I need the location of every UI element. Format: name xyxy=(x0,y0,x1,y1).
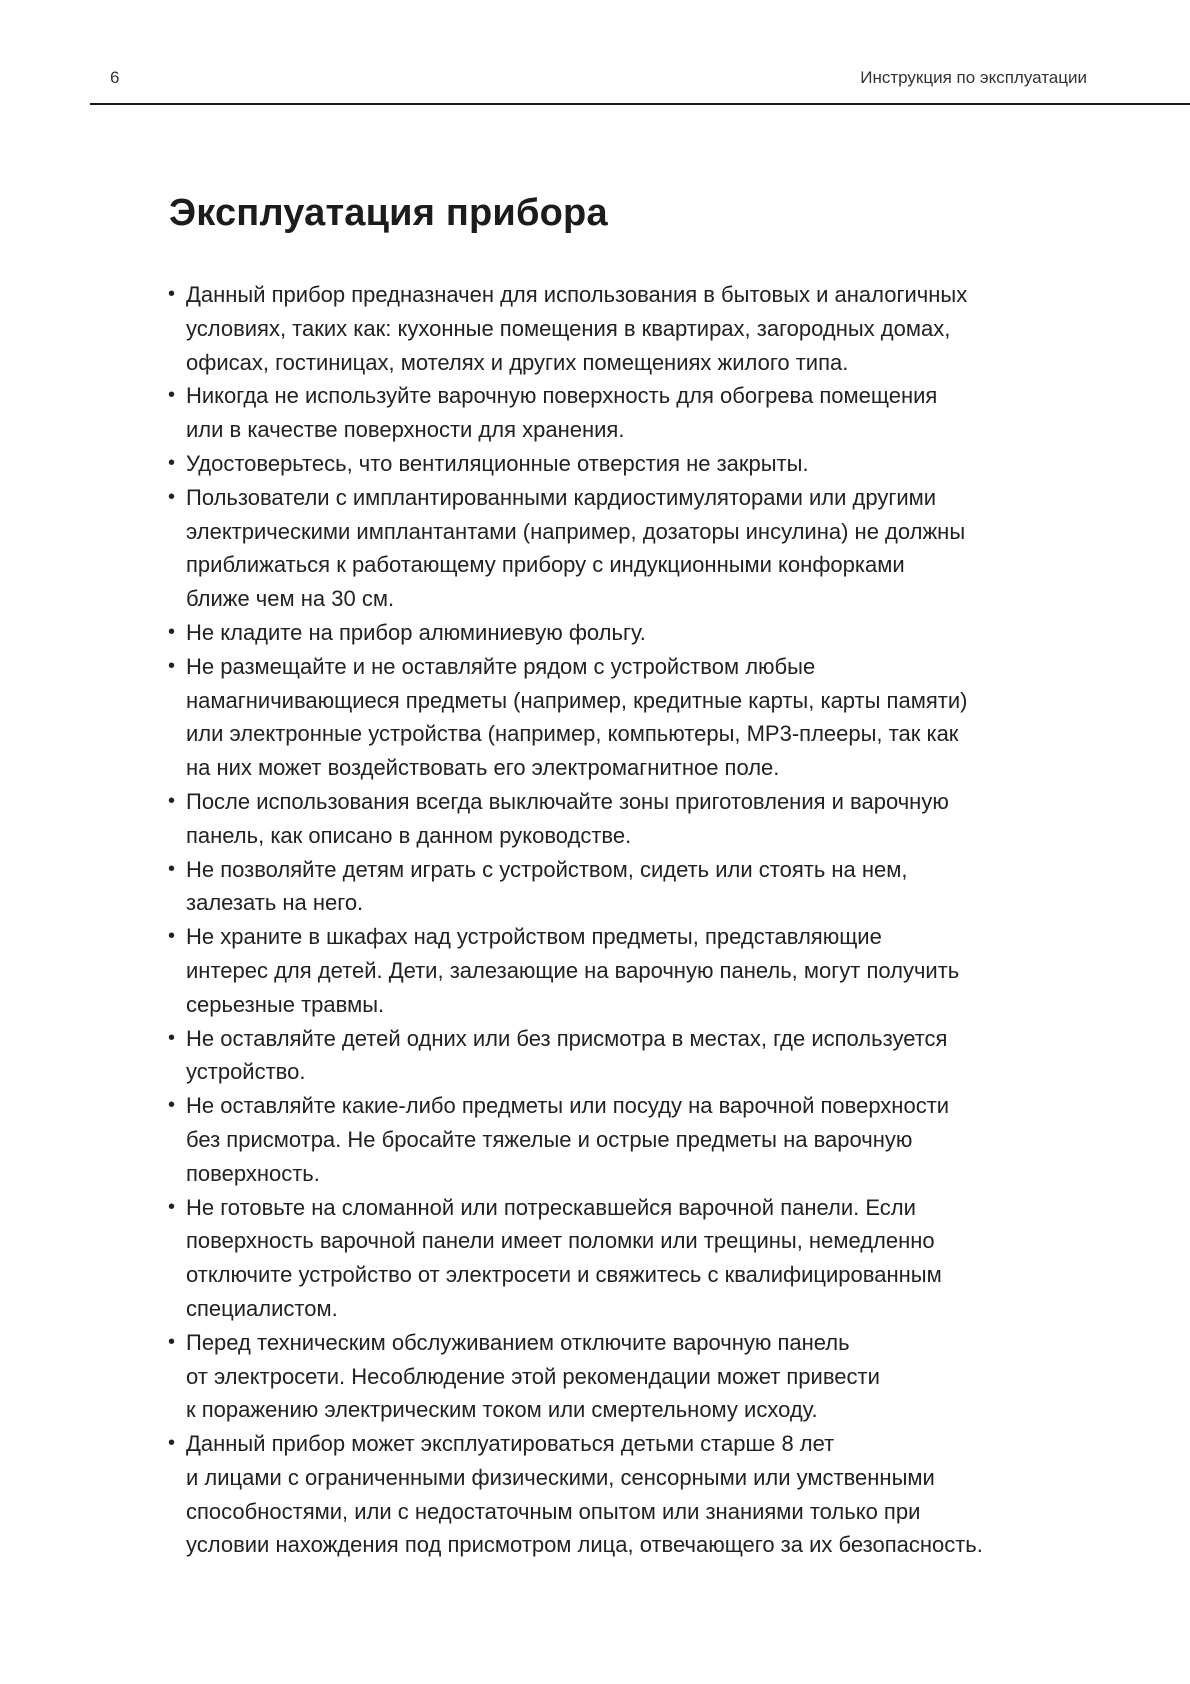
bullet-icon: • xyxy=(168,1026,176,1049)
list-item-text-line: серьезные травмы. xyxy=(186,991,385,1017)
list-item-text-line: Не позволяйте детям играть с устройством, сидеть или стоять на нем, xyxy=(186,856,908,882)
list-item-text-line: и лицами с ограниченными физическими, сенсорными или умственными xyxy=(186,1464,935,1490)
list-item-text-line: Пользователи с имплантированными кардиостимуляторами или другими xyxy=(186,484,937,510)
list-item-text-line: условии нахождения под присмотром лица, отвечающего за их безопасность. xyxy=(186,1532,983,1558)
list-item-text-line: специалистом. xyxy=(186,1295,338,1321)
list-item-text-line: приближаться к работающему прибору с индукционными конфорками xyxy=(186,552,905,578)
page-number: 6 xyxy=(110,68,120,87)
section-title: Эксплуатация прибора xyxy=(169,192,608,234)
list-item-text-line: После использования всегда выключайте зоны приготовления и варочную xyxy=(186,788,949,814)
list-item-text-line: поверхность. xyxy=(186,1160,320,1186)
list-item xyxy=(168,1326,1108,1427)
list-item xyxy=(168,785,1108,853)
usage-rules-list xyxy=(168,278,1108,1562)
list-item-text-line: панель, как описано в данном руководстве. xyxy=(186,822,632,848)
list-item xyxy=(168,1427,1108,1562)
list-item-text-line: ближе чем на 30 см. xyxy=(186,586,395,612)
bullet-icon: • xyxy=(168,1432,176,1455)
list-item-text-line: Никогда не используйте варочную поверхность для обогрева помещения xyxy=(186,383,938,409)
list-item xyxy=(168,379,1108,447)
list-item-text-line: к поражению электрическим током или смертельному исходу. xyxy=(186,1397,818,1423)
list-item-text-line: офисах, гостиницах, мотелях и других помещениях жилого типа. xyxy=(186,349,849,375)
list-item-text-line: электрическими имплантантами (например, дозаторы инсулина) не должны xyxy=(186,518,966,544)
bullet-icon: • xyxy=(168,654,176,677)
bullet-icon: • xyxy=(168,1094,176,1117)
list-item xyxy=(168,920,1108,1021)
header-divider xyxy=(90,103,1190,105)
list-item-text-line: отключите устройство от электросети и свяжитесь с квалифицированным xyxy=(186,1262,942,1288)
list-item-text-line: условиях, таких как: кухонные помещения в квартирах, загородных домах, xyxy=(186,315,951,341)
list-item-text-line: намагничивающиеся предметы (например, кредитные карты, карты памяти) xyxy=(186,687,968,713)
bullet-icon: • xyxy=(168,1330,176,1353)
list-item xyxy=(168,1022,1108,1090)
list-item-text-line: Перед техническим обслуживанием отключите варочную панель xyxy=(186,1329,850,1355)
list-item xyxy=(168,447,1108,481)
list-item xyxy=(168,1191,1108,1326)
list-item xyxy=(168,853,1108,921)
bullet-icon: • xyxy=(168,925,176,948)
page-header xyxy=(90,0,1190,106)
list-item-text-line: залезать на него. xyxy=(186,890,364,916)
list-item-text-line: от электросети. Несоблюдение этой рекомендации может привести xyxy=(186,1363,880,1389)
bullet-icon: • xyxy=(168,620,176,643)
bullet-icon: • xyxy=(168,857,176,880)
list-item xyxy=(168,1089,1108,1190)
list-item-text-line: Данный прибор может эксплуатироваться детьми старше 8 лет xyxy=(186,1431,835,1457)
list-item-text-line: Не готовьте на сломанной или потрескавшейся варочной панели. Если xyxy=(186,1194,916,1220)
list-item-text-line: Не оставляйте какие-либо предметы или посуду на варочной поверхности xyxy=(186,1093,950,1119)
list-item-text-line: Не храните в шкафах над устройством предметы, представляющие xyxy=(186,924,882,950)
list-item xyxy=(168,481,1108,616)
list-item xyxy=(168,278,1108,379)
bullet-icon: • xyxy=(168,1195,176,1218)
list-item-text-line: Удостоверьтесь, что вентиляционные отверстия не закрыты. xyxy=(186,450,809,476)
bullet-icon: • xyxy=(168,485,176,508)
list-item-text-line: или электронные устройства (например, компьютеры, MP3-плееры, так как xyxy=(186,721,959,747)
list-item xyxy=(168,650,1108,785)
list-item-text-line: Данный прибор предназначен для использования в бытовых и аналогичных xyxy=(186,282,968,307)
list-item-text-line: или в качестве поверхности для хранения. xyxy=(186,417,625,443)
list-item-text-line: на них может воздействовать его электромагнитное поле. xyxy=(186,755,780,781)
list-item-text-line: способностями, или с недостаточным опытом или знаниями только при xyxy=(186,1498,921,1524)
list-item-text-line: без присмотра. Не бросайте тяжелые и острые предметы на варочную xyxy=(186,1126,913,1152)
list-item-text-line: устройство. xyxy=(186,1059,306,1085)
list-item-text-line: Не размещайте и не оставляйте рядом с устройством любые xyxy=(186,653,816,679)
list-item-text-line: интерес для детей. Дети, залезающие на варочную панель, могут получить xyxy=(186,957,960,983)
list-item-text-line: поверхность варочной панели имеет поломки или трещины, немедленно xyxy=(186,1228,935,1254)
bullet-icon: • xyxy=(168,283,176,305)
list-item-text-line: Не кладите на прибор алюминиевую фольгу. xyxy=(186,619,646,645)
bullet-icon: • xyxy=(168,789,176,812)
bullet-icon: • xyxy=(168,451,176,474)
bullet-icon: • xyxy=(168,384,176,407)
list-item xyxy=(168,616,1108,650)
header-title: Инструкция по эксплуатации xyxy=(860,68,1087,87)
list-item-text-line: Не оставляйте детей одних или без присмотра в местах, где используется xyxy=(186,1025,948,1051)
